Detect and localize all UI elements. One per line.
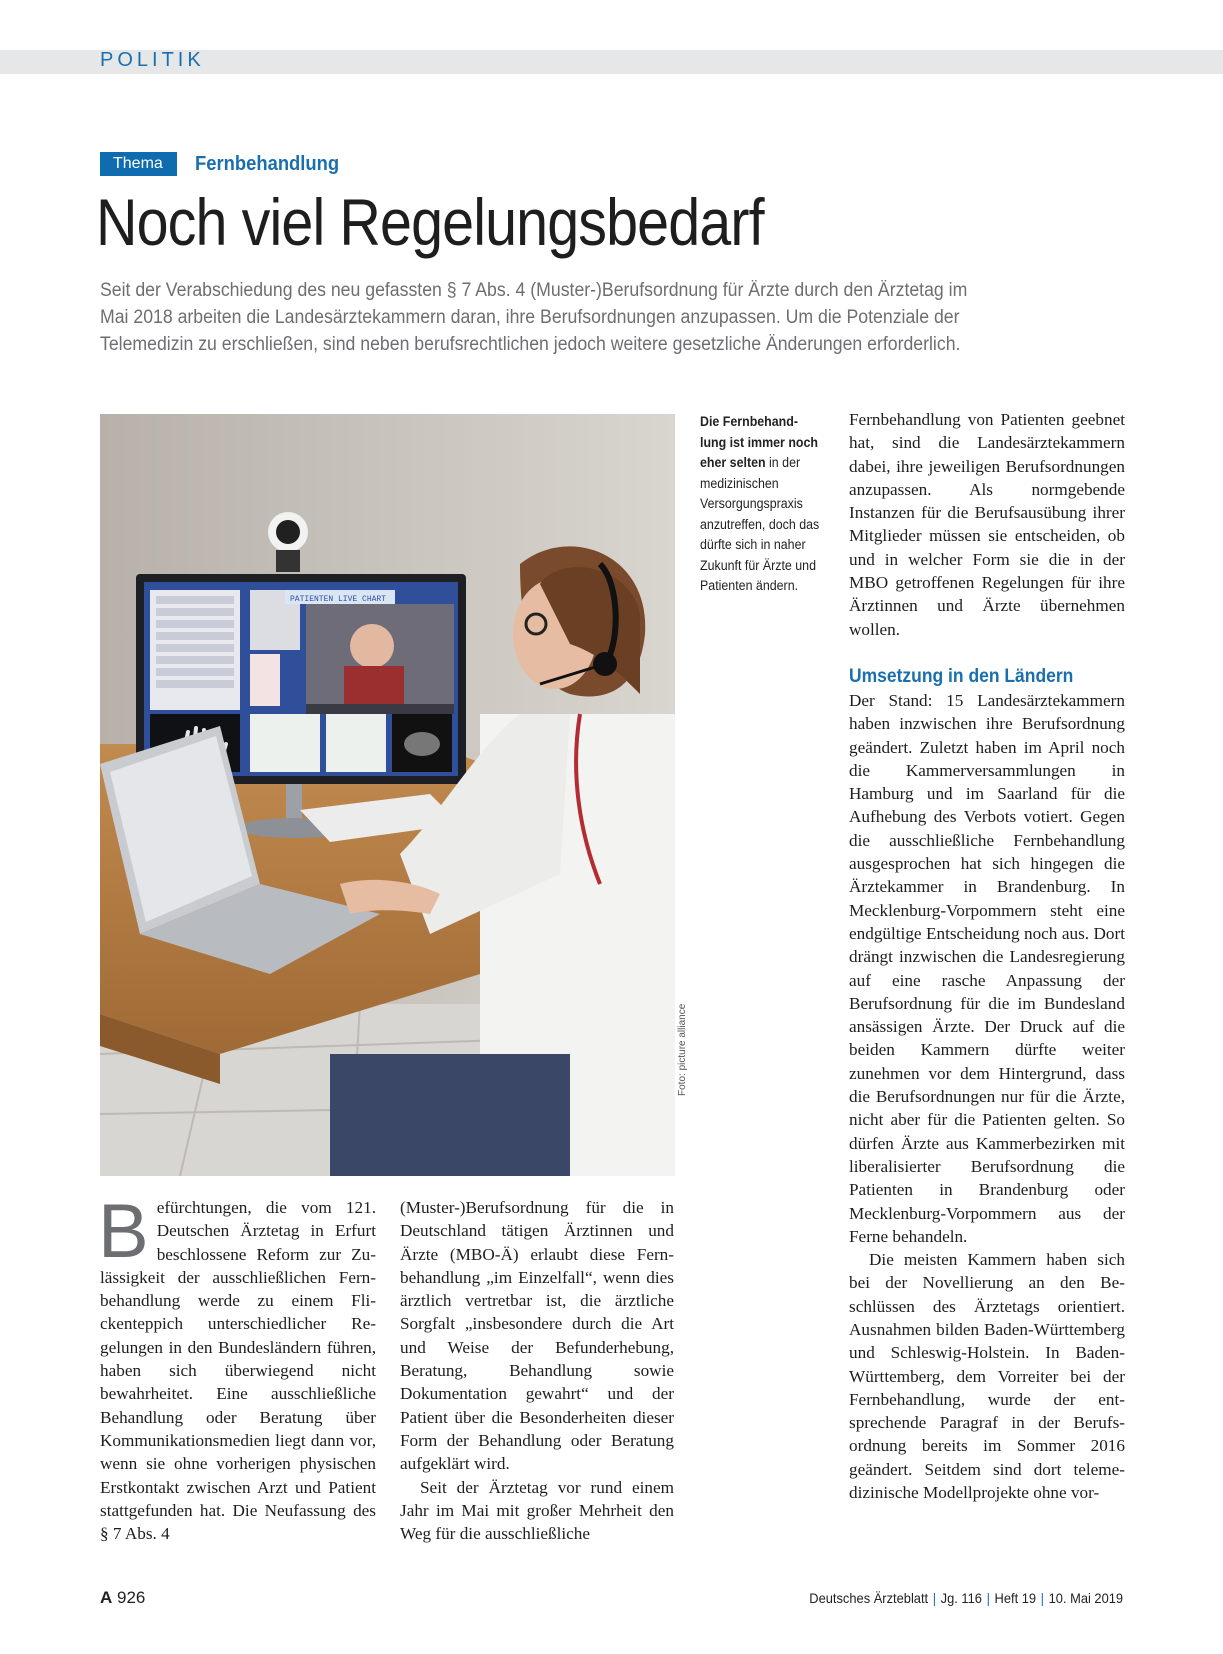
text-column-3 [849, 408, 1125, 1504]
journal-name: Deutsches Ärzteblatt [809, 1590, 929, 1606]
caption-bold: Die Fernbehandlung ist immer noch eher selten [700, 414, 819, 470]
lead-line: Seit der Verabschiedung des neu gefassten § 7 Abs. 4 (Muster-)Berufsordnung für Ärzte durch den Ärztetag im [100, 280, 968, 301]
lead-line: Telemedizin zu erschließen, sind neben berufsrechtlichen jedoch weitere gesetzliche Änderungen erforderlich. [100, 334, 961, 355]
photo-caption [700, 412, 820, 597]
body-paragraph: Fernbehandlung von Patienten geebnet hat, sind die Landesärztekammern dabei, ihre jeweiligen Berufsordnungen anzupassen. Als normgebende Instanzen für die Berufsausübung ihrer Mitglieder müssen sie entscheiden, ob und in welcher Form sie die in der MBO getroffenen Regelungen für ihre Ärztinnen und Ärzte übernehmen wollen. [849, 410, 1125, 639]
article-photo [100, 414, 675, 1176]
text-column-2 [400, 1196, 674, 1545]
paragraph-text: efürchtungen, die vom 121. Deutschen Ärztetag in Erfurt beschlossene Reform zur Zulässigkeit der ausschließlichen Fernbehandlung werde zu einem Flickenteppich unterschiedlicher Regelungen in den Bundesländern führen, haben sich überwiegend nicht bewahrheitet. Eine ausschließliche Behandlung oder Beratung über Kommunikationsmedien liegt dann vor, wenn sie ohne vorherigen physischen Erstkontakt zwischen Arzt und Patient stattgefunden hat. Die Neufassung des § 7 Abs. 4 [100, 1198, 376, 1544]
topic-row [100, 152, 351, 176]
page-number [100, 1588, 145, 1608]
lead-paragraph [100, 277, 1100, 358]
journal-volume: Jg. 116 [940, 1590, 982, 1606]
dropcap: B [98, 1189, 149, 1274]
page-number-value: 926 [117, 1588, 146, 1607]
page-prefix: A [100, 1588, 113, 1607]
separator: | [986, 1590, 990, 1606]
thema-badge: Thema [100, 152, 177, 176]
body-paragraph: Seit der Ärztetag vor rund einem Jahr im Mai mit großer Mehrheit den Weg für die ausschließliche [400, 1477, 674, 1544]
body-paragraph: Die meisten Kammern haben sich bei der Novellierung an den Beschlüssen des Ärztetags orientiert. Ausnahmen bilden Baden-Württemberg und Schleswig-Holstein. In Baden-Württemberg, dem Vorreiter bei der Fernbehandlung, wurde der entsprechende Paragraf in der Berufsordnung bereits im Sommer 2016 geändert. Seitdem sind dort telemedizinische Modellprojekte ohne vor- [849, 1250, 1125, 1503]
text-column-1 [98, 1189, 376, 1545]
journal-date: 10. Mai 2019 [1048, 1590, 1123, 1606]
body-paragraph: Der Stand: 15 Landesärztekammern haben inzwischen ihre Berufsordnung geändert. Zuletzt haben im April noch die Kammerversammlungen in Hamburg und im Saarland für die Aufhebung des Verbots votiert. Gegen die ausschließliche Fernbehandlung ausgesprochen hat sich hingegen die Ärztekammer in Brandenburg. In Mecklenburg-Vorpommern steht eine endgültige Entscheidung noch aus. Dort drängt inzwischen die Landesregierung auf eine rasche Anpassung der Berufsordnung für die im Bundesland ansässigen Ärzte. Der Druck auf die beiden Kammern dürfte weiter zunehmen vor dem Hintergrund, dass die Berufsordnungen nur für die Ärzte, nicht aber für die Patienten gelten. So dürfen Ärzte aus Kammerbezirken mit liberalisierter Berufsordnung die Patienten in Brandenburg oder Mecklenburg-Vorpommern aus der Ferne behandeln. [849, 690, 1125, 1246]
separator: | [932, 1590, 936, 1606]
separator: | [1040, 1590, 1044, 1606]
photo-credit: Foto: picture alliance [677, 1003, 688, 1096]
headline: Noch viel Regelungsbedarf [96, 185, 764, 259]
caption-text: in der medizinischen Versorgungspraxis anzutreffen, doch das dürfte sich in naher Zukunft für Ärzte und Patienten ändern. [700, 455, 820, 593]
section-label: POLITIK [100, 49, 205, 71]
body-paragraph [98, 1189, 376, 1545]
telemedicine-photo-illustration [100, 414, 675, 1176]
lead-line: Mai 2018 arbeiten die Landesärztekammern daran, ihre Berufsordnungen anzupassen. Um die Potenziale der [100, 307, 960, 328]
journal-info [809, 1590, 1123, 1606]
thema-topic: Fernbehandlung [194, 152, 339, 175]
body-paragraph: (Muster-)Berufsordnung für die in Deutschland tätigen Ärztinnen und Ärzte (MBO-Ä) erlaubt diese Fernbehandlung „im Einzelfall“, wenn dies ärztlich vertretbar ist, die ärztliche Sorgfalt „insbesondere durch die Art und Weise der Befunderhebung, Beratung, Behandlung sowie Dokumentation gewahrt“ und der Patient über die Besonderheiten dieser Form der Behandlung oder Beratung aufgeklärt wird. [400, 1198, 674, 1474]
subheading: Umsetzung in den Ländern [849, 665, 1074, 687]
screen-title: PATIENTEN LIVE CHART [290, 595, 387, 604]
journal-issue: Heft 19 [994, 1590, 1036, 1606]
